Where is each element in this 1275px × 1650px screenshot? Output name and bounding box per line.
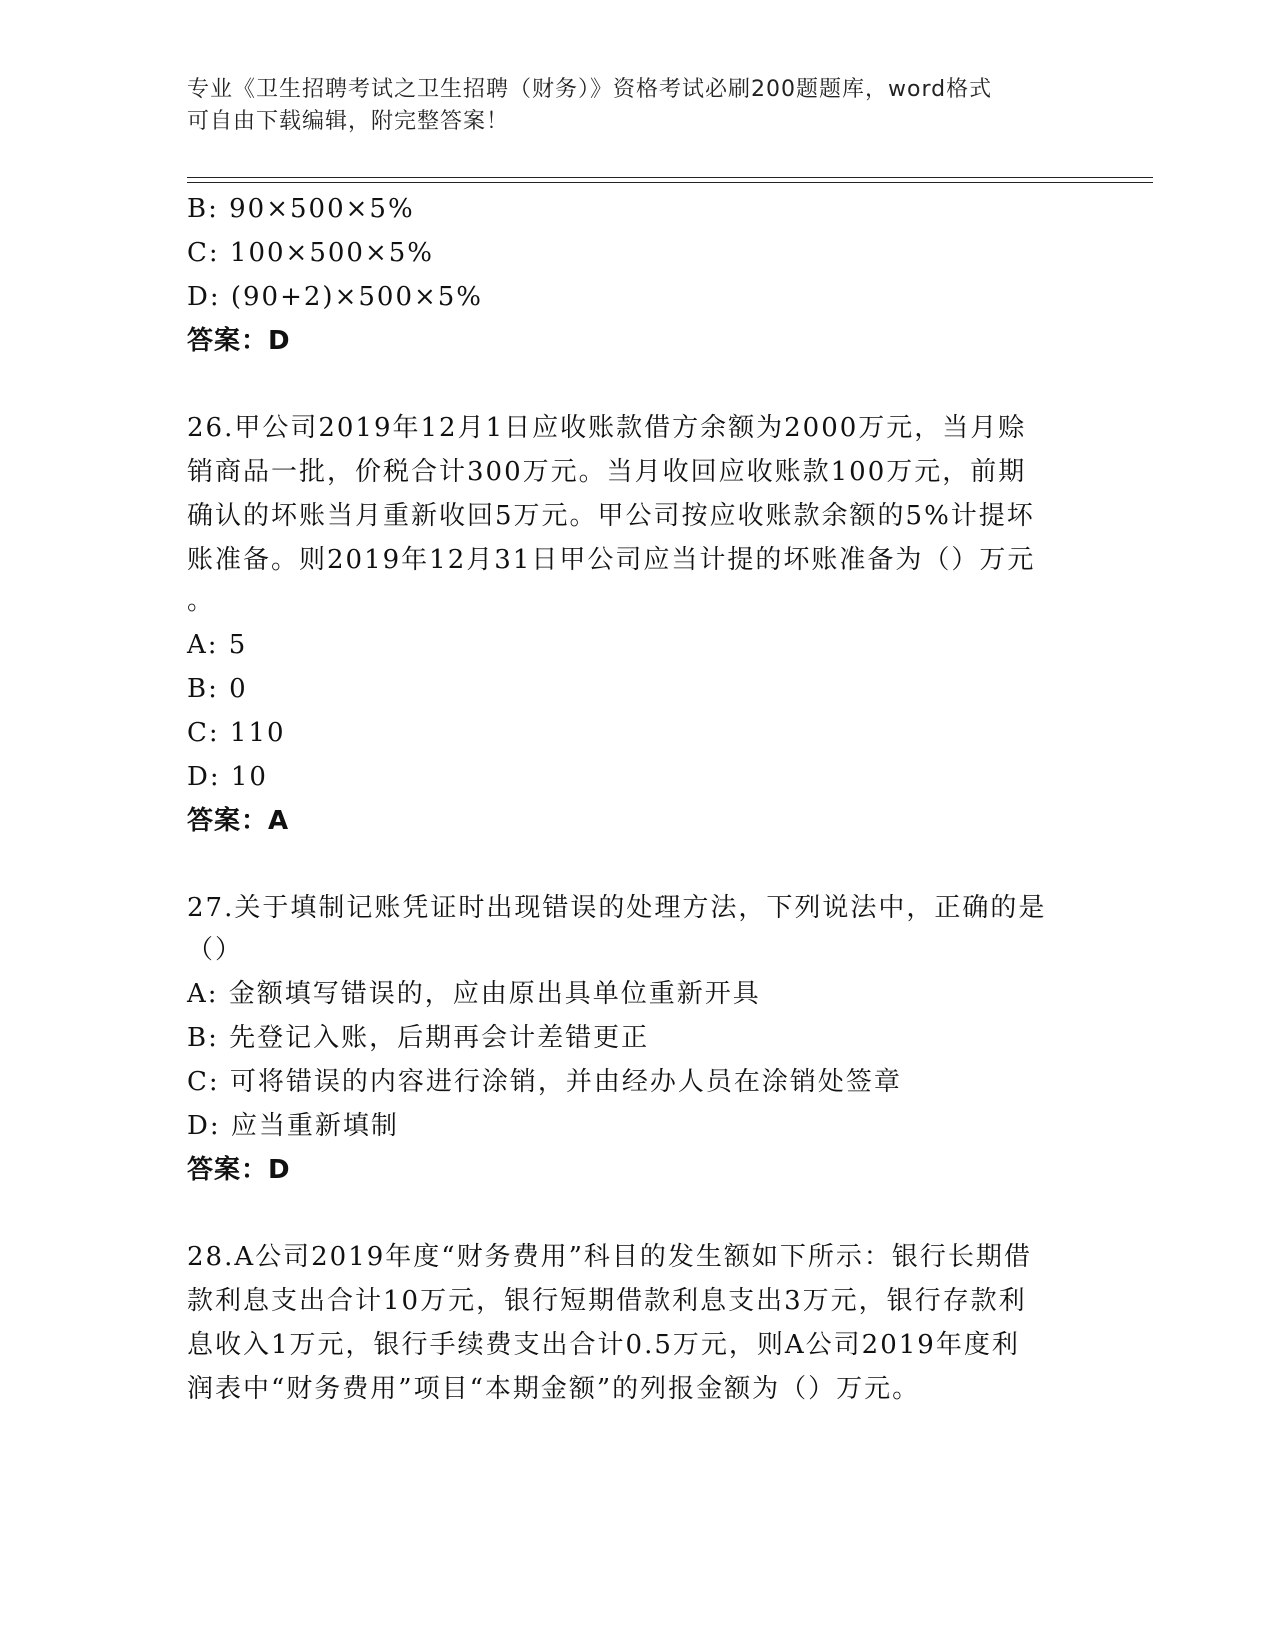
q28-stem-line-3: 息收入1万元，银行手续费支出合计0.5万元，则A公司2019年度利 xyxy=(187,1330,1020,1360)
q28-stem-line-2: 款利息支出合计10万元，银行短期借款利息支出3万元，银行存款利 xyxy=(187,1286,1027,1316)
q25-option-c: C: 100×500×5% xyxy=(187,238,434,268)
q26-answer: 答案：A xyxy=(187,806,290,836)
q27-option-d: D: 应当重新填制 xyxy=(187,1111,399,1141)
q26-stem-line-5: 。 xyxy=(187,586,216,616)
q28-stem-line-1: 28.A公司2019年度“财务费用”科目的发生额如下所示：银行长期借 xyxy=(187,1242,1032,1272)
q27-stem-line-1: 27.关于填制记账凭证时出现错误的处理方法，下列说法中，正确的是 xyxy=(187,893,1047,923)
q27-stem-line-2: （） xyxy=(187,935,244,965)
q26-option-a: A: 5 xyxy=(187,630,248,660)
q27-option-a: A: 金额填写错误的，应由原出具单位重新开具 xyxy=(187,979,761,1009)
q26-stem-line-1: 26.甲公司2019年12月1日应收账款借方余额为2000万元，当月赊 xyxy=(187,413,1027,443)
q26-option-c: C: 110 xyxy=(187,718,286,748)
header-rule-top xyxy=(187,177,1153,178)
q28-stem-line-4: 润表中“财务费用”项目“本期金额”的列报金额为（）万元。 xyxy=(187,1374,921,1404)
q25-option-d: D: (90+2)×500×5% xyxy=(187,282,484,312)
header-line-1: 专业《卫生招聘考试之卫生招聘（财务）》资格考试必刷200题题库，word格式 xyxy=(187,77,993,102)
q27-option-b: B: 先登记入账，后期再会计差错更正 xyxy=(187,1023,650,1053)
q26-option-b: B: 0 xyxy=(187,674,248,704)
q25-answer: 答案：D xyxy=(187,326,291,356)
q27-answer: 答案：D xyxy=(187,1155,291,1185)
q26-stem-line-3: 确认的坏账当月重新收回5万元。甲公司按应收账款余额的5%计提坏 xyxy=(187,501,1035,531)
q26-option-d: D: 10 xyxy=(187,762,268,792)
header-rule-bottom xyxy=(187,182,1153,183)
q27-option-c: C: 可将错误的内容进行涂销，并由经办人员在涂销处签章 xyxy=(187,1067,902,1097)
q25-option-b: B: 90×500×5% xyxy=(187,194,415,224)
q26-stem-line-4: 账准备。则2019年12月31日甲公司应当计提的坏账准备为（）万元 xyxy=(187,545,1036,575)
q26-stem-line-2: 销商品一批，价税合计300万元。当月收回应收账款100万元，前期 xyxy=(187,457,1027,487)
page-header xyxy=(187,74,1087,138)
header-line-2: 可自由下载编辑，附完整答案！ xyxy=(187,109,510,134)
